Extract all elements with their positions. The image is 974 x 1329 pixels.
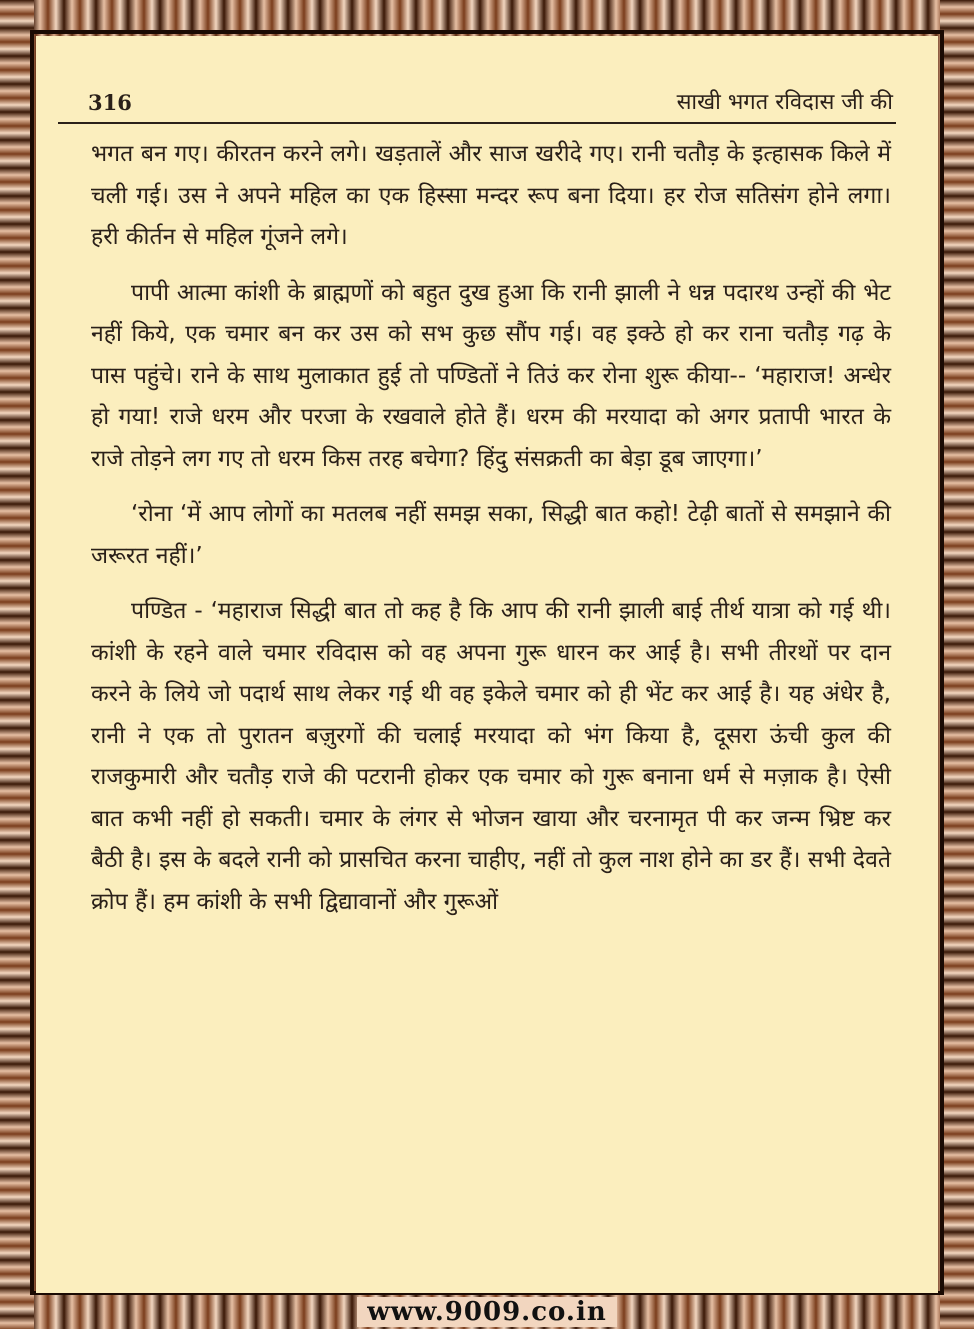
footer-url-text: www.9009.co.in <box>357 1297 617 1327</box>
page-header <box>88 86 893 120</box>
paragraph: भगत बन गए। कीरतन करने लगे। खड़तालें और साज खरीदे गए। रानी चतौड़ के इत्हासक किले में चली गई। उस ने अपने महिल का एक हिस्सा मन्दर रूप बना दिया। हर रोज सतिसंग होने लगा। हरी कीर्तन से महिल गूंजने लगे। <box>91 141 891 250</box>
paragraph: पापी आत्मा कांशी के ब्राह्मणों को बहुत दुख हुआ कि रानी झाली ने धन्न पदारथ उन्हों की भेट नहीं किये, एक चमार बन कर उस को सभ कुछ सौंप गई। वह इक्ठे हो कर राना चतौड़ गढ़ के पास पहुंचे। राने के साथ मुलाकात हुई तो पण्डितों ने तिउं कर रोना शुरू कीया-- ‘महाराज! अन्धेर हो गया! राजे धरम और परजा के रखवाले होते हैं। धरम की मरयादा को अगर प्रतापी भारत के राजे तोड़ने लग गए तो धरम किस तरह बचेगा? हिंदु संसक्रती का बेड़ा डूब जाएगा।’ <box>91 279 891 472</box>
running-title: साखी भगत रविदास जी की <box>676 90 893 115</box>
paragraph: ‘रोना ‘में आप लोगों का मतलब नहीं समझ सका, सिद्धी बात कहो! टेढ़ी बातों से समझाने की जरूरत नहीं।’ <box>91 501 891 569</box>
paragraph: पण्डित - ‘महाराज सिद्धी बात तो कह है कि आप की रानी झाली बाई तीर्थ यात्रा को गई थी। कांशी के रहने वाले चमार रविदास को वह अपना गुरू धारन कर आई है। सभी तीरथों पर दान करने के लिये जो पदार्थ साथ लेकर गई थी वह इकेले चमार को ही भेंट कर आई है। यह अंधेर है, रानी ने एक तो पुरातन बज़ुरगों की चलाई मरयादा को भंग किया है, दूसरा ऊंची कुल की राजकुमारी और चतौड़ राजे की पटरानी होकर एक चमार को गुरू बनाना धर्म से मज़ाक है। ऐसी बात कभी नहीं हो सकती। चमार के लंगर से भोजन खाया और चरनामृत पी कर जन्म भ्रिष्ट कर बैठी है। इस के बदले रानी को प्रासचित करना चाहीए, नहीं तो कुल नाश होने का डर हैं। सभी देवते क्रोप हैं। हम कांशी के सभी द्विद्यावानों और गुरूओं <box>91 598 891 915</box>
page-body <box>91 134 891 937</box>
footer-watermark-url <box>0 1297 974 1327</box>
book-page <box>36 36 938 1293</box>
frame-left-border <box>0 0 34 1329</box>
frame-right-border <box>940 0 974 1329</box>
frame-top-border <box>0 0 974 34</box>
page-number: 316 <box>88 90 132 115</box>
header-rule <box>58 122 896 124</box>
